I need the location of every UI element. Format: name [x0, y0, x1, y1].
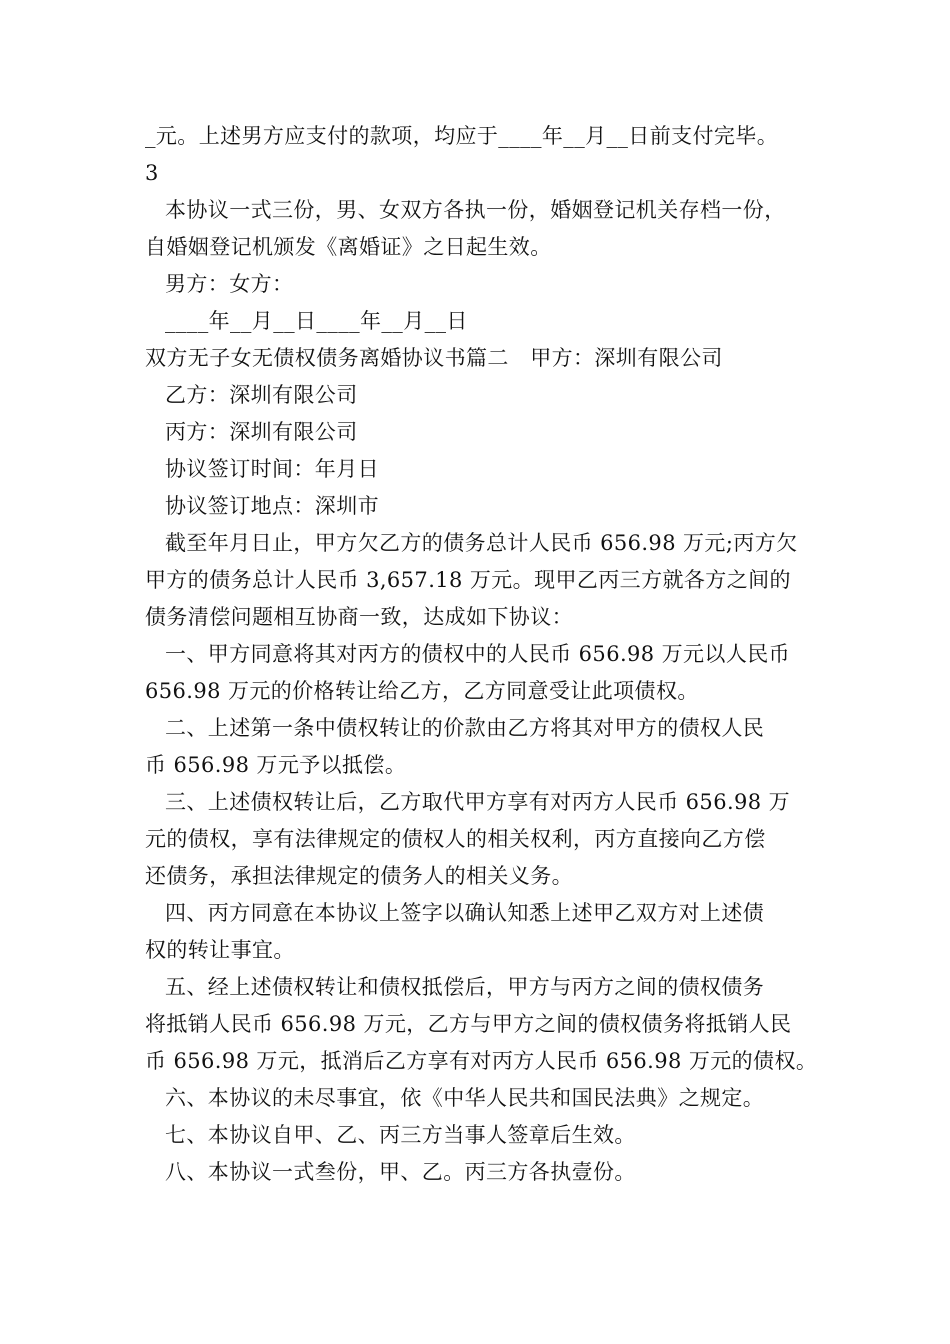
text-line: 币 656.98 万元，抵消后乙方享有对丙方人民币 656.98 万元的债权。	[145, 1049, 818, 1073]
text-line: 丙方：深圳有限公司	[165, 420, 358, 444]
text-line: 乙方：深圳有限公司	[165, 383, 358, 407]
text-line: 八、本协议一式叁份，甲、乙。丙三方各执壹份。	[165, 1160, 636, 1184]
text-line: 本协议一式三份，男、女双方各执一份，婚姻登记机关存档一份，	[165, 198, 786, 222]
text-line: 自婚姻登记机颁发《离婚证》之日起生效。	[145, 235, 552, 259]
text-line: 将抵销人民币 656.98 万元，乙方与甲方之间的债权债务将抵销人民	[145, 1012, 792, 1036]
text-line: 债务清偿问题相互协商一致，达成如下协议：	[145, 605, 573, 629]
text-line: 还债务，承担法律规定的债务人的相关义务。	[145, 864, 573, 888]
text-line: 男方：女方：	[165, 272, 294, 296]
text-line: 截至年月日止，甲方欠乙方的债务总计人民币 656.98 万元;丙方欠	[165, 531, 798, 555]
text-line: 三、上述债权转让后，乙方取代甲方享有对丙方人民币 656.98 万	[165, 790, 791, 814]
text-line: 币 656.98 万元予以抵偿。	[145, 753, 407, 777]
text-line: 七、本协议自甲、乙、丙三方当事人签章后生效。	[165, 1123, 636, 1147]
text-line: 656.98 万元的价格转让给乙方，乙方同意受让此项债权。	[145, 679, 699, 703]
text-line: 四、丙方同意在本协议上签字以确认知悉上述甲乙双方对上述债	[165, 901, 765, 925]
text-line: 一、甲方同意将其对丙方的债权中的人民币 656.98 万元以人民币	[165, 642, 791, 666]
text-line: 六、本协议的未尽事宜，依《中华人民共和国民法典》之规定。	[165, 1086, 765, 1110]
text-line: 甲方的债务总计人民币 3,657.18 万元。现甲乙丙三方就各方之间的	[145, 568, 791, 592]
text-line: 协议签订时间：年月日	[165, 457, 379, 481]
text-line: 双方无子女无债权债务离婚协议书篇二 甲方：深圳有限公司	[145, 346, 723, 370]
text-line: 权的转让事宜。	[145, 938, 295, 962]
text-line: 协议签订地点：深圳市	[165, 494, 379, 518]
text-line: 二、上述第一条中债权转让的价款由乙方将其对甲方的债权人民	[165, 716, 765, 740]
text-line: _元。上述男方应支付的款项，均应于____年__月__日前支付完毕。	[145, 124, 779, 148]
text-line: 3	[145, 161, 159, 185]
text-line: ____年__月__日____年__月__日	[165, 309, 468, 333]
text-line: 元的债权，享有法律规定的债权人的相关权利，丙方直接向乙方偿	[145, 827, 766, 851]
text-line: 五、经上述债权转让和债权抵偿后，甲方与丙方之间的债权债务	[165, 975, 765, 999]
